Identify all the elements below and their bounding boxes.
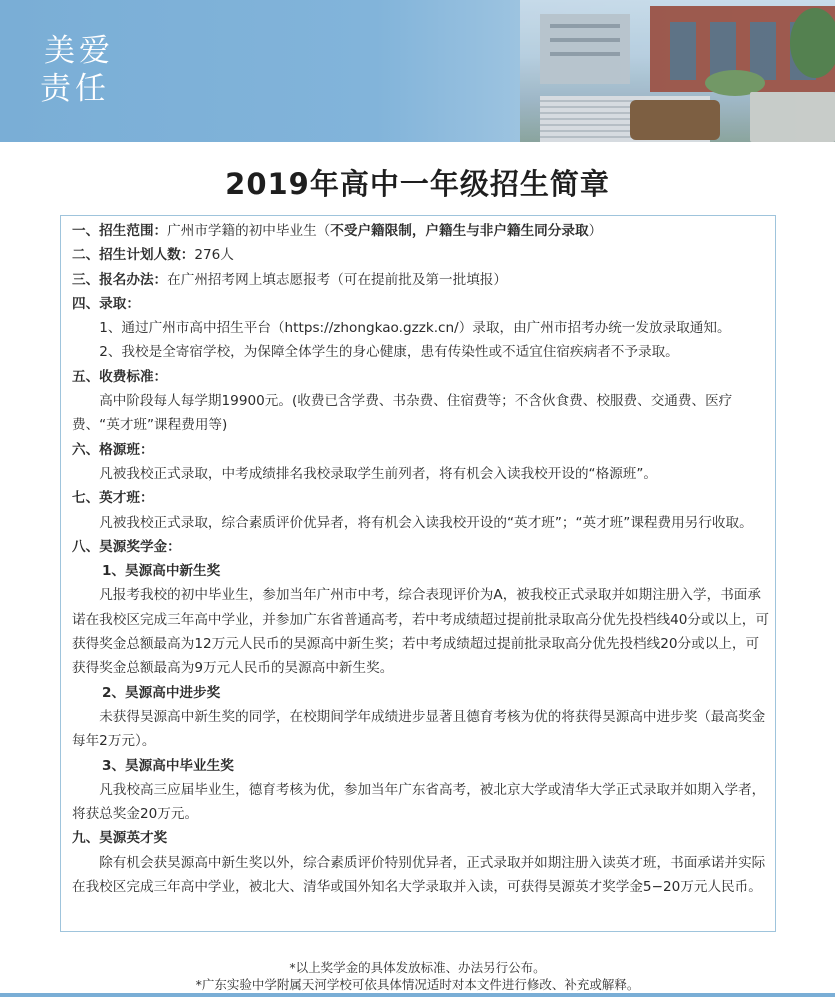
section-6-paragraph: 凡被我校正式录取，中考成绩排名我校录取学生前列者，将有机会入读我校开设的“格源班”。 — [99, 465, 658, 482]
scholarship-1-paragraph: 凡报考我校的初中毕业生，参加当年广州市中考，综合表现评价为A，被我校正式录取并如期注册入学，书面承诺在我校区完成三年高中学业，并参加广东省普通高考，若中考成绩超过提前批录取高分优先投档线40分或以上，可获得奖金总额最高为12万元人民币的昊源高中新生奖；若中考成绩超过提前批录取高分优先投档线20分或以上，可获得奖金总额最高为9万元人民币的昊源高中新生奖。 — [72, 587, 769, 677]
section-1-bold: 不受户籍限制，户籍生与非户籍生同分录取 — [330, 223, 589, 239]
scholarship-3-title: 3、昊源高中毕业生奖 — [102, 757, 234, 774]
section-9-paragraph: 除有机会获昊源高中新生奖以外，综合素质评价特别优异者，正式录取并如期注册入读英才班，书面承诺并实际在我校区完成三年高中学业，被北大、清华或国外知名大学录取并入读，可获得昊源英才奖学金5−20万元人民币。 — [72, 854, 766, 896]
section-1-end: ） — [588, 223, 603, 239]
section-1 — [72, 219, 772, 243]
scholarship-2-title: 2、昊源高中进步奖 — [102, 684, 221, 701]
page-title: 2019年高中一年级招生简章 — [225, 167, 610, 201]
section-1-text: 广州市学籍的初中毕业生（ — [167, 223, 331, 239]
section-7-paragraph: 凡被我校正式录取，综合素质评价优异者，将有机会入读我校开设的“英才班”；“英才班”课程费用另行收取。 — [99, 514, 753, 531]
section-5-paragraph: 高中阶段每人每学期19900元。(收费已含学费、书杂费、住宿费等；不含伙食费、校服费、交通费、医疗费、“英才班”课程费用等) — [72, 393, 733, 434]
school-motto-logo — [40, 32, 114, 108]
scholarship-3-paragraph: 凡我校高三应届毕业生，德育考核为优，参加当年广东省高考，被北京大学或清华大学正式录取并如期入学者，将获总奖金20万元。 — [72, 781, 766, 823]
section-2 — [72, 243, 772, 267]
bottom-bar — [0, 993, 835, 997]
section-2-heading: 二、招生计划人数： — [72, 247, 195, 264]
motto-line-1: 美爱 — [44, 33, 114, 69]
admission-content — [72, 219, 772, 899]
section-1-heading: 一、招生范围： — [72, 223, 168, 239]
section-4-paragraph-1: 1、通过广州市高中招生平台（https://zhongkao.gzzk.cn/）录取，由广州市招考办统一发放录取通知。 — [99, 320, 731, 337]
section-9-heading: 九、昊源英才奖 — [72, 830, 168, 847]
section-2-text: 276人 — [194, 247, 234, 264]
footer-note-2: *广东实验中学附属天河学校可依具体情况适时对本文件进行修改、补充或解释。 — [195, 977, 640, 992]
section-3-heading: 三、报名办法： — [72, 271, 168, 288]
section-6-heading: 六、格源班： — [72, 441, 154, 458]
footer-note-1: *以上奖学金的具体发放标准、办法另行公布。 — [289, 960, 546, 975]
section-5-heading: 五、收费标准： — [72, 368, 168, 385]
motto-line-2: 责任 — [40, 71, 110, 107]
campus-photo — [520, 0, 835, 142]
header-banner — [0, 0, 835, 142]
section-3-text: 在广州招考网上填志愿报考（可在提前批及第一批填报） — [167, 271, 507, 288]
footer-notes — [0, 959, 835, 993]
section-4-paragraph-2: 2、我校是全寄宿学校，为保障全体学生的身心健康，患有传染性或不适宜住宿疾病者不予录取。 — [99, 344, 679, 361]
section-4-heading: 四、录取： — [72, 295, 140, 312]
scholarship-2-paragraph: 未获得昊源高中新生奖的同学，在校期间学年成绩进步显著且德育考核为优的将获得昊源高中进步奖（最高奖金每年2万元）。 — [72, 708, 766, 750]
scholarship-1-title: 1、昊源高中新生奖 — [102, 563, 221, 580]
section-7-heading: 七、英才班： — [72, 490, 154, 507]
section-8-heading: 八、昊源奖学金： — [72, 538, 181, 555]
section-3 — [72, 268, 772, 292]
